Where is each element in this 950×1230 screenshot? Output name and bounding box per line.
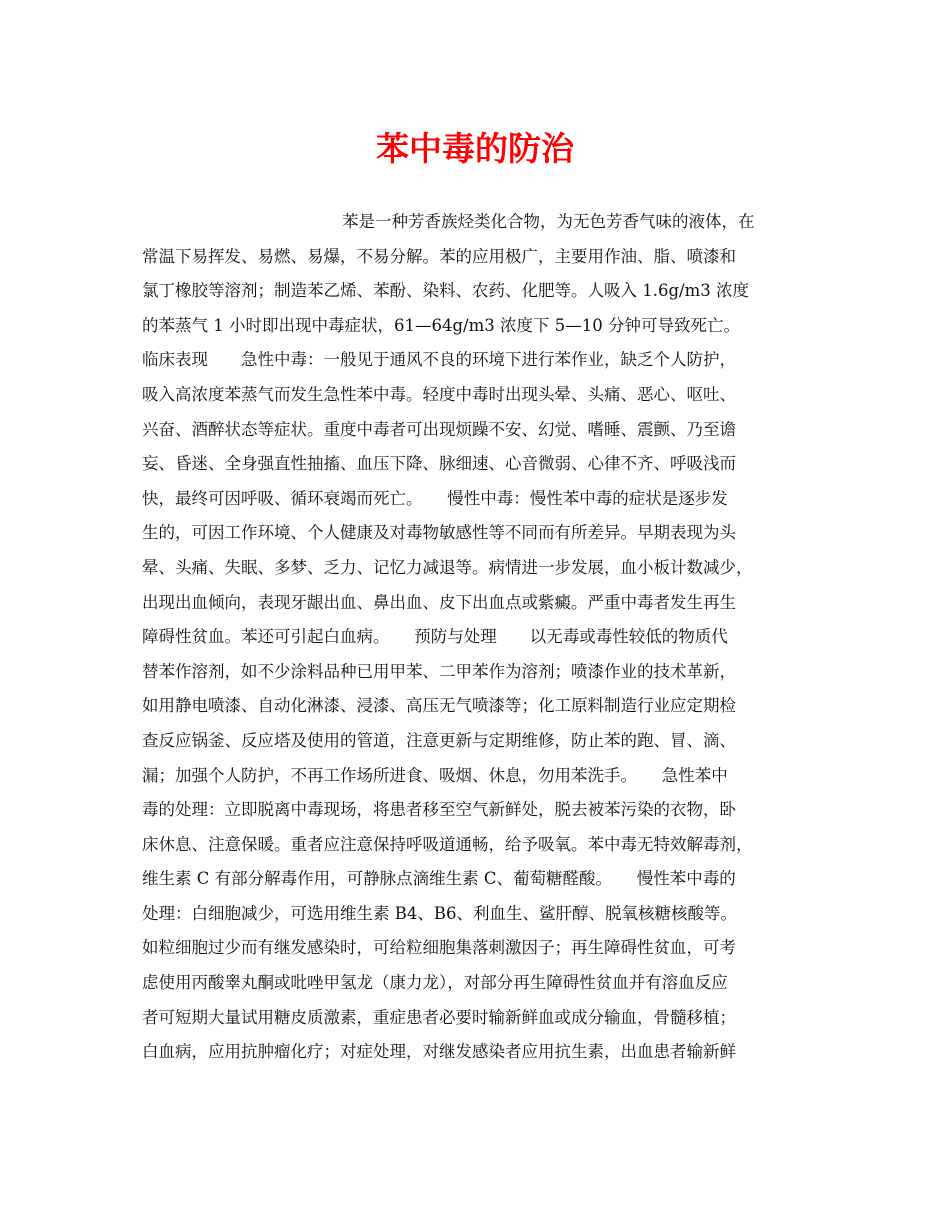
body-line: 妄、昏迷、全身强直性抽搐、血压下降、脉细速、心音微弱、心律不齐、呼吸浅而 <box>142 454 736 474</box>
body-line: 氯丁橡胶等溶剂；制造苯乙烯、苯酚、染料、农药、化肥等。人吸入 1.6g/m3 浓度 <box>142 281 749 301</box>
document-title: 苯中毒的防治 <box>376 129 574 168</box>
document-body <box>142 205 822 1070</box>
body-line: 兴奋、酒醉状态等症状。重度中毒者可出现烦躁不安、幻觉、嗜睡、震颤、乃至谵 <box>142 419 736 439</box>
body-line: 苯是一种芳香族烃类化合物，为无色芳香气味的液体，在 <box>342 212 755 231</box>
body-line: 生的，可因工作环境、个人健康及对毒物敏感性等不同而有所差异。早期表现为头 <box>142 523 736 543</box>
body-line: 白血病，应用抗肿瘤化疗；对症处理，对继发感染者应用抗生素，出血患者输新鲜 <box>142 1042 736 1062</box>
body-line: 替苯作溶剂，如不少涂料品种已用甲苯、二甲苯作为溶剂；喷漆作业的技术革新， <box>142 661 736 681</box>
body-line: 处理：白细胞减少，可选用维生素 B4、B6、利血生、鲨肝醇、脱氧核糖核酸等。 <box>142 903 737 923</box>
body-line: 常温下易挥发、易燃、易爆，不易分解。苯的应用极广，主要用作油、脂、喷漆和 <box>142 246 736 266</box>
body-line: 如用静电喷漆、自动化淋漆、浸漆、高压无气喷漆等；化工原料制造行业应定期检 <box>142 696 736 716</box>
body-line: 出现出血倾向，表现牙龈出血、鼻出血、皮下出血点或紫癜。严重中毒者发生再生 <box>142 592 736 612</box>
body-line: 的苯蒸气 1 小时即出现中毒症状，61—64g/m3 浓度下 5—10 分钟可导致死亡。 <box>142 315 740 335</box>
body-line: 障碍性贫血。苯还可引起白血病。 预防与处理 以无毒或毒性较低的物质代 <box>142 627 728 647</box>
body-line: 床休息、注意保暖。重者应注意保持呼吸道通畅，给予吸氧。苯中毒无特效解毒剂， <box>142 834 753 854</box>
body-line: 毒的处理：立即脱离中毒现场，将患者移至空气新鲜处，脱去被苯污染的衣物，卧 <box>142 800 736 820</box>
body-line: 吸入高浓度苯蒸气而发生急性苯中毒。轻度中毒时出现头晕、头痛、恶心、呕吐、 <box>142 384 736 404</box>
body-line: 维生素 C 有部分解毒作用，可静脉点滴维生素 C、葡萄糖醛酸。 慢性苯中毒的 <box>142 869 736 889</box>
body-line: 者可短期大量试用糖皮质激素，重症患者必要时输新鲜血或成分输血，骨髓移植； <box>142 1007 736 1027</box>
body-line: 如粒细胞过少而有继发感染时，可给粒细胞集落刺激因子；再生障碍性贫血，可考 <box>142 938 736 958</box>
body-line: 临床表现 急性中毒：一般见于通风不良的环境下进行苯作业，缺乏个人防护， <box>142 350 736 370</box>
body-line: 快，最终可因呼吸、循环衰竭而死亡。 慢性中毒：慢性苯中毒的症状是逐步发 <box>142 488 728 508</box>
body-line: 漏；加强个人防护，不再工作场所进食、吸烟、休息，勿用苯洗手。 急性苯中 <box>142 765 728 785</box>
body-line: 查反应锅釜、反应塔及使用的管道，注意更新与定期维修，防止苯的跑、冒、滴、 <box>142 730 736 750</box>
body-line: 晕、头痛、失眠、多梦、乏力、记忆力减退等。病情进一步发展，血小板计数减少， <box>142 557 753 577</box>
body-line: 虑使用丙酸睾丸酮或吡唑甲氢龙（康力龙），对部分再生障碍性贫血并有溶血反应 <box>142 973 728 993</box>
